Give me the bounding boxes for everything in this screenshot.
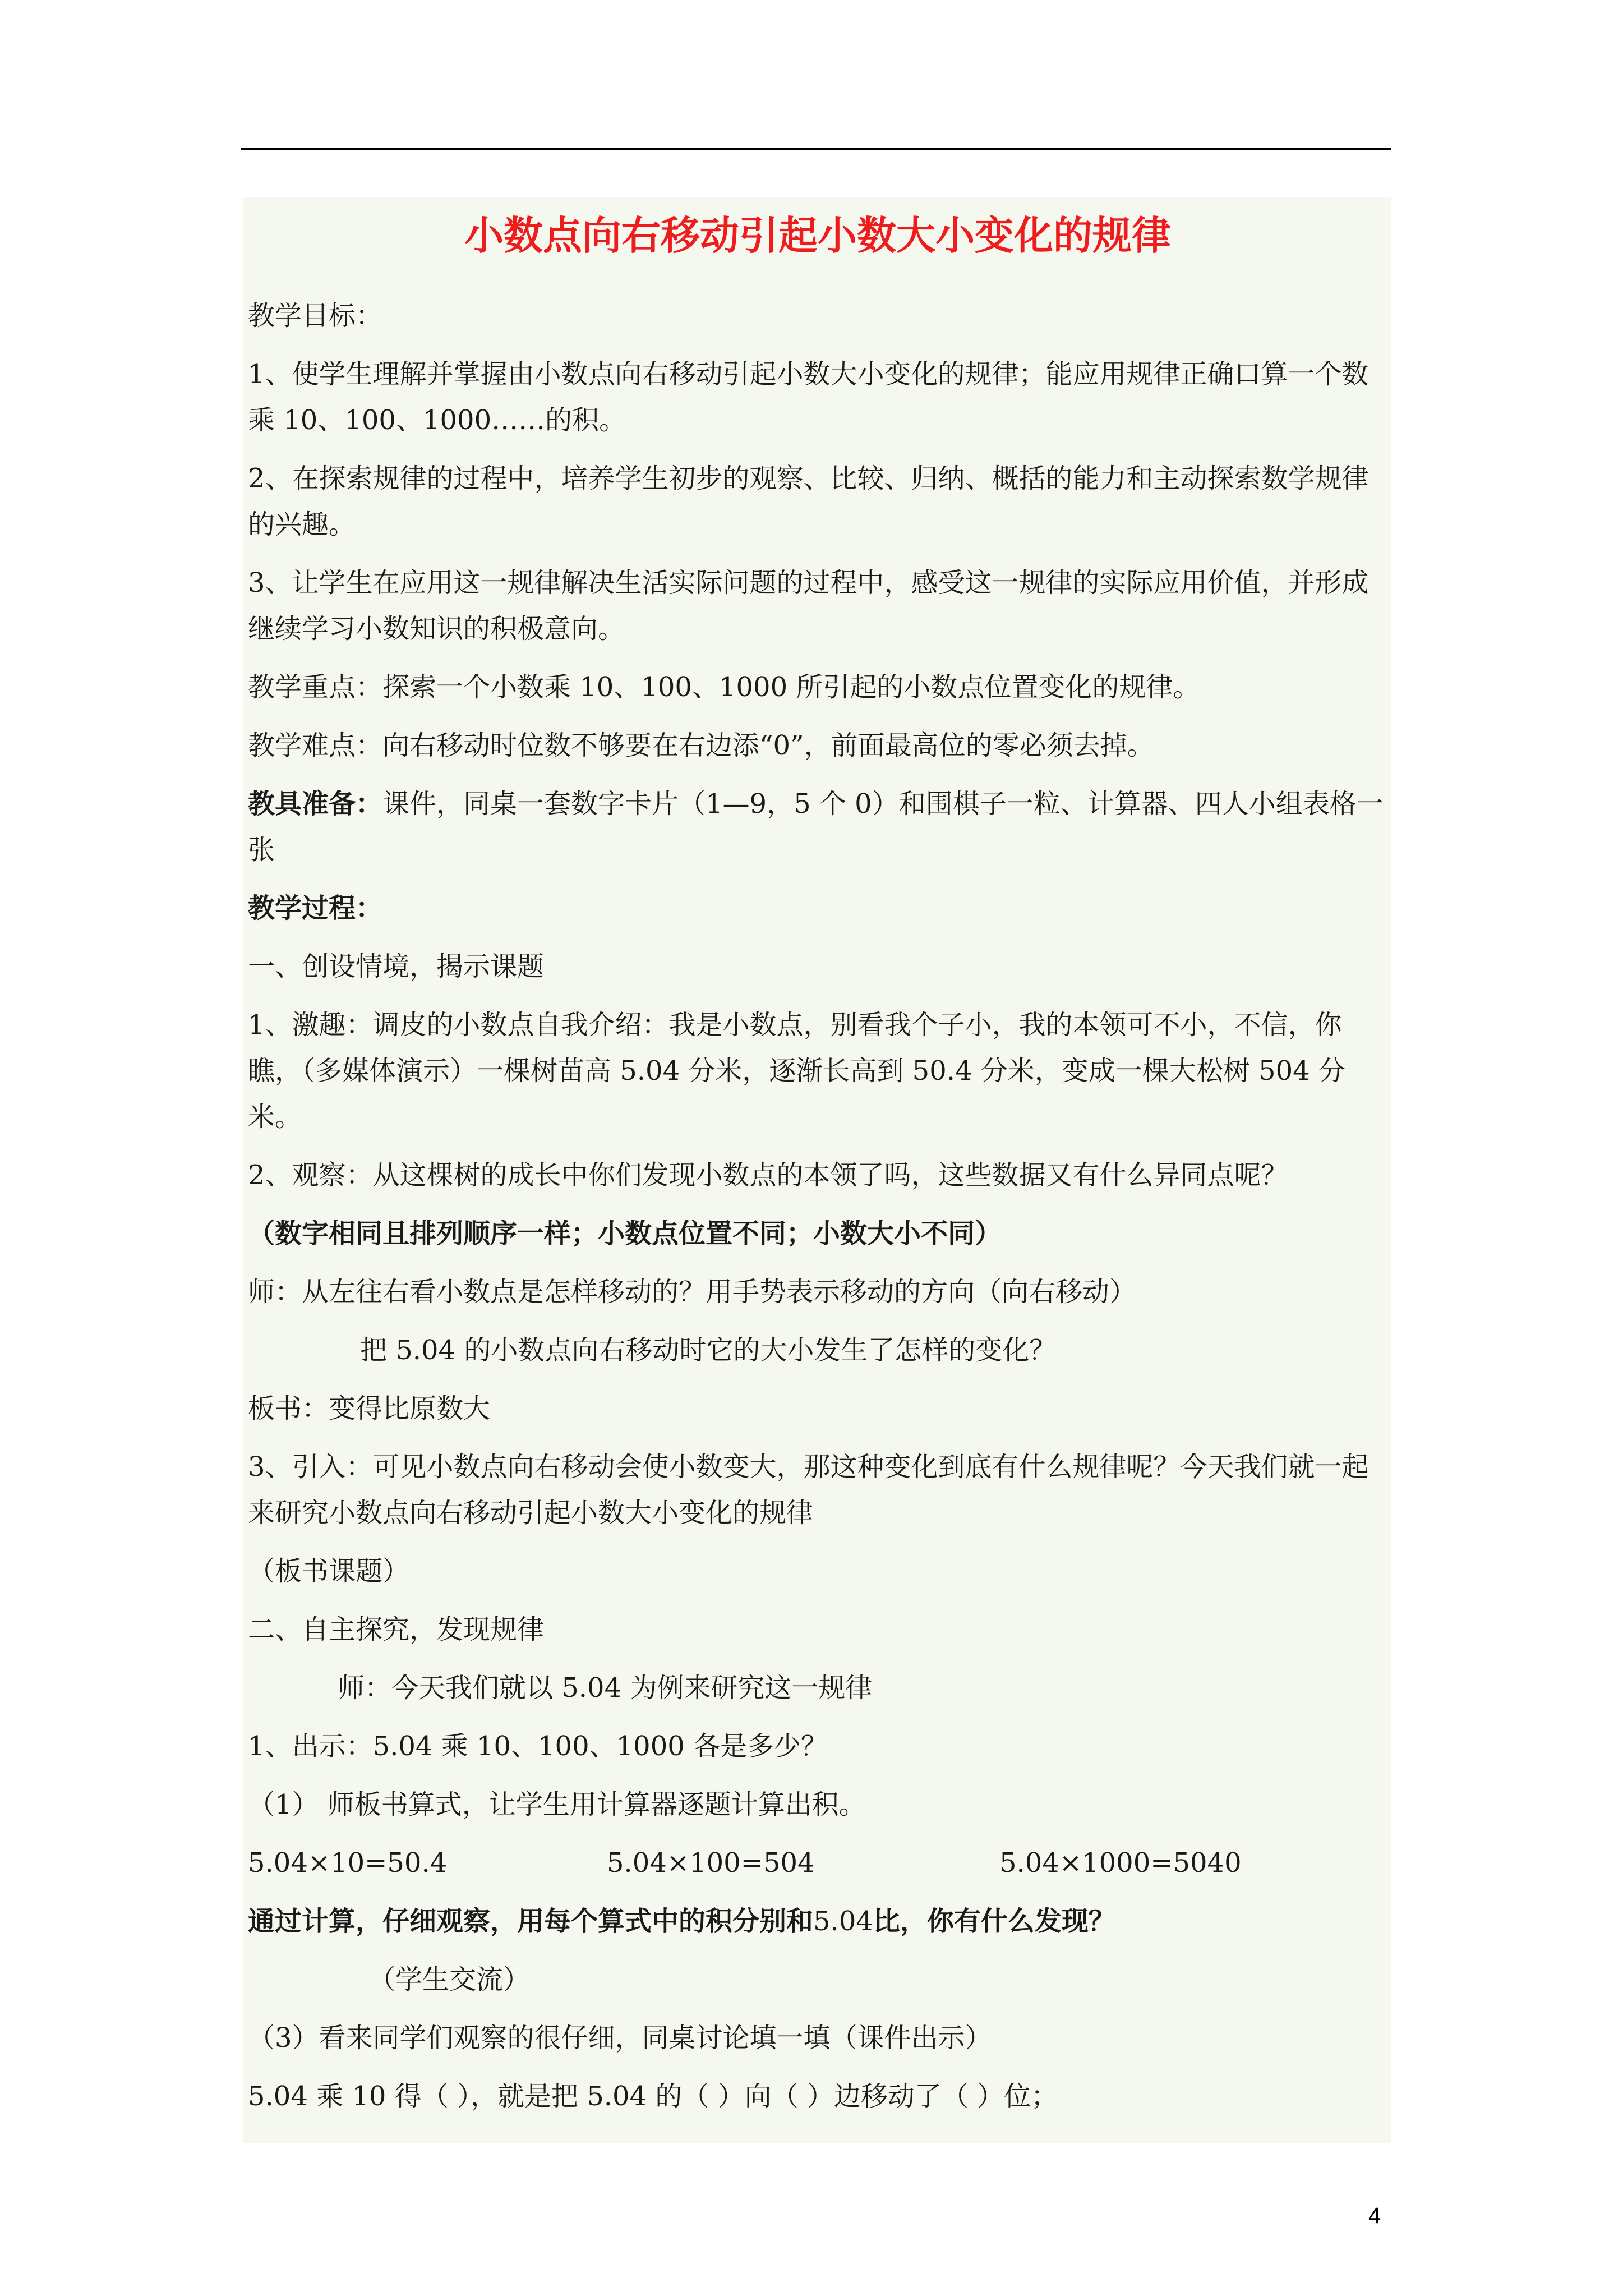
section-2-fill-in: 5.04 乘 10 得（ ），就是把 5.04 的（ ）向（ ）边移动了（ ）位；: [248, 2081, 1058, 2112]
section-1-answer: （数字相同且排列顺序一样；小数点位置不同；小数大小不同）: [248, 1218, 1002, 1249]
goals-heading: 教学目标：: [248, 300, 383, 332]
teaching-tools: [248, 781, 1387, 873]
section-1-blackboard: 板书：变得比原数大: [248, 1393, 491, 1424]
question-number: 5.04: [813, 1906, 873, 1937]
tools-text: 课件，同桌一套数字卡片（1—9，5 个 0）和围棋子一粒、计算器、四人小组表格一张: [248, 788, 1384, 866]
section-1-paragraph-5: 把 5.04 的小数点向右移动时它的大小发生了怎样的变化？: [360, 1335, 1057, 1366]
equation-3: 5.04×1000=5040: [999, 1847, 1242, 1879]
section-1-paragraph-4: 师：从左往右看小数点是怎样移动的？用手势表示移动的方向（向右移动）: [248, 1276, 1137, 1308]
goal-2: 2、在探索规律的过程中，培养学生初步的观察、比较、归纳、概括的能力和主动探索数学规律的兴趣。: [248, 463, 1369, 540]
equations-row: [248, 1840, 1387, 1886]
section-2-question: [248, 1898, 1387, 1944]
section-2-paragraph-6: （3）看来同学们观察的很仔细，同桌讨论填一填（课件出示）: [248, 2022, 992, 2054]
key-point: 教学重点：探索一个小数乘 10、100、1000 所引起的小数点位置变化的规律。: [248, 671, 1200, 703]
header-rule: [241, 148, 1391, 150]
section-1-heading: 一、创设情境，揭示课题: [248, 951, 545, 982]
equation-1: 5.04×10=50.4: [248, 1847, 448, 1879]
process-heading: 教学过程：: [248, 892, 383, 924]
section-2-paragraph-3: （1） 师板书算式，让学生用计算器逐题计算出积。: [248, 1789, 866, 1820]
section-2-paragraph-1: 师：今天我们就以 5.04 为例来研究这一规律: [338, 1672, 873, 1704]
question-part-1: 通过计算，仔细观察，用每个算式中的积分别和: [248, 1906, 814, 1937]
section-2-paragraph-2: 1、出示：5.04 乘 10、100、1000 各是多少？: [248, 1731, 828, 1762]
section-2-paragraph-5: （学生交流）: [368, 1964, 531, 1995]
difficulty: 教学难点：向右移动时位数不够要在右边添“0”，前面最高位的零必须去掉。: [248, 730, 1154, 761]
section-1-paragraph-1: 1、激趣：调皮的小数点自我介绍：我是小数点，别看我个子小，我的本领可不小，不信，你瞧，（多媒体演示）一棵树苗高 5.04 分米，逐渐长高到 50.4 分米，变成一棵大松树 504 分米。: [248, 1009, 1345, 1133]
document-title: 小数点向右移动引起小数大小变化的规律: [464, 212, 1171, 259]
section-1-paragraph-7: 3、引入：可见小数点向右移动会使小数变大，那这种变化到底有什么规律呢？今天我们就一起来研究小数点向右移动引起小数大小变化的规律: [248, 1451, 1369, 1529]
section-1-paragraph-8: （板书课题）: [248, 1556, 410, 1587]
document-body: [243, 197, 1391, 2143]
tools-label: 教具准备：: [248, 788, 383, 820]
section-2-heading: 二、自主探究，发现规律: [248, 1614, 545, 1645]
question-part-2: 比，你有什么发现？: [873, 1906, 1115, 1937]
equation-2: 5.04×100=504: [607, 1847, 815, 1879]
section-1-paragraph-2: 2、观察：从这棵树的成长中你们发现小数点的本领了吗，这些数据又有什么异同点呢？: [248, 1159, 1288, 1191]
page-number: 4: [1368, 2203, 1381, 2228]
goal-1: 1、使学生理解并掌握由小数点向右移动引起小数大小变化的规律；能应用规律正确口算一个数乘 10、100、1000……的积。: [248, 358, 1369, 436]
goal-3: 3、让学生在应用这一规律解决生活实际问题的过程中，感受这一规律的实际应用价值，并形成继续学习小数知识的积极意向。: [248, 567, 1369, 645]
